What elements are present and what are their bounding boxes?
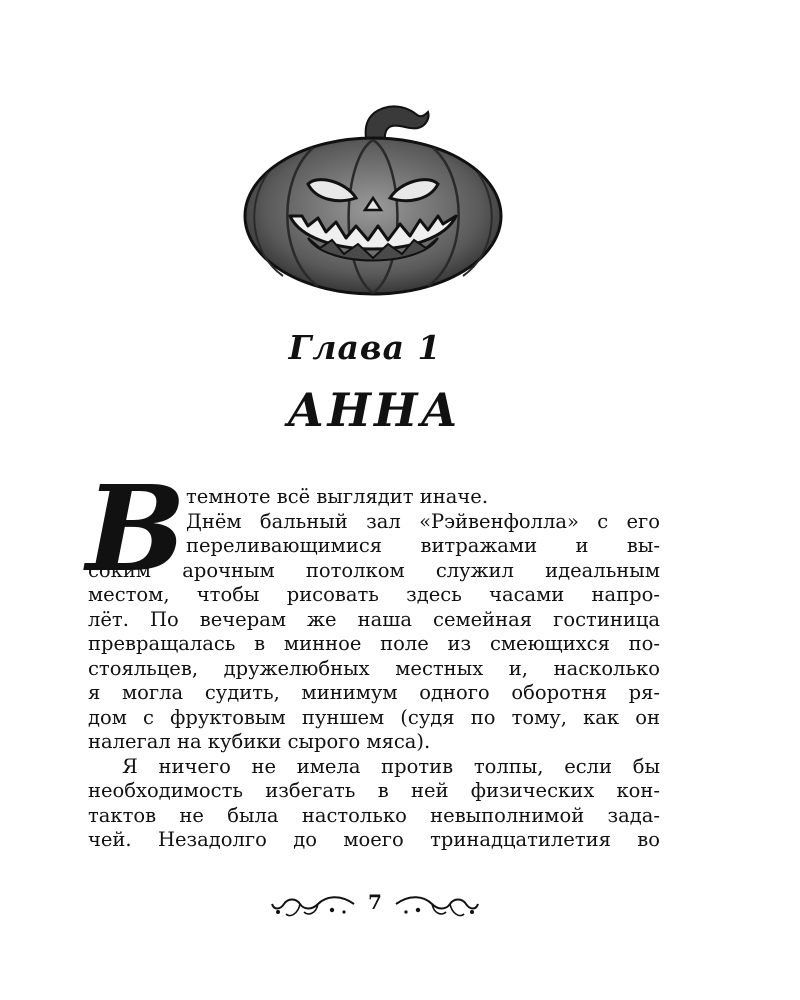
text-line: темноте всё выглядит иначе.	[186, 485, 489, 508]
chapter-title: АННА	[287, 383, 461, 437]
text-line: местом, чтобы рисовать здесь часами напро-	[88, 583, 660, 606]
text-line: лёт. По вечерам же наша семейная гостиница	[88, 607, 660, 631]
chapter-label: Глава 1	[288, 328, 442, 367]
jack-o-lantern-icon	[238, 98, 508, 298]
page-footer	[270, 888, 480, 928]
flourish-icon	[270, 892, 356, 920]
text-line: Я ничего не имела против толпы, если бы	[122, 754, 660, 778]
page-number: 7	[368, 890, 382, 914]
text-line: налегал на кубики сырого мяса).	[88, 730, 431, 753]
text-line: чей. Незадолго до моего тринадцатилетия во	[88, 828, 660, 851]
body-text	[88, 485, 660, 853]
flourish-icon	[394, 892, 480, 920]
text-line: тактов не была настолько невыполнимой зада-	[88, 803, 660, 827]
text-line: соким арочным потолком служил идеальным	[88, 558, 660, 582]
text-line: дом с фруктовым пуншем (судя по тому, как он	[88, 705, 660, 729]
text-line: я могла судить, минимум одного оборотня ря-	[88, 681, 660, 704]
text-line: стояльцев, дружелюбных местных и, насколько	[88, 656, 660, 680]
text-line: необходимость избегать в ней физических кон-	[88, 779, 660, 802]
text-line: переливающимися витражами и вы-	[186, 534, 660, 557]
text-line: Днём бальный зал «Рэйвенфолла» с его	[186, 509, 660, 533]
text-line: превращалась в минное поле из смеющихся по-	[88, 632, 660, 655]
drop-cap: В	[86, 459, 186, 598]
